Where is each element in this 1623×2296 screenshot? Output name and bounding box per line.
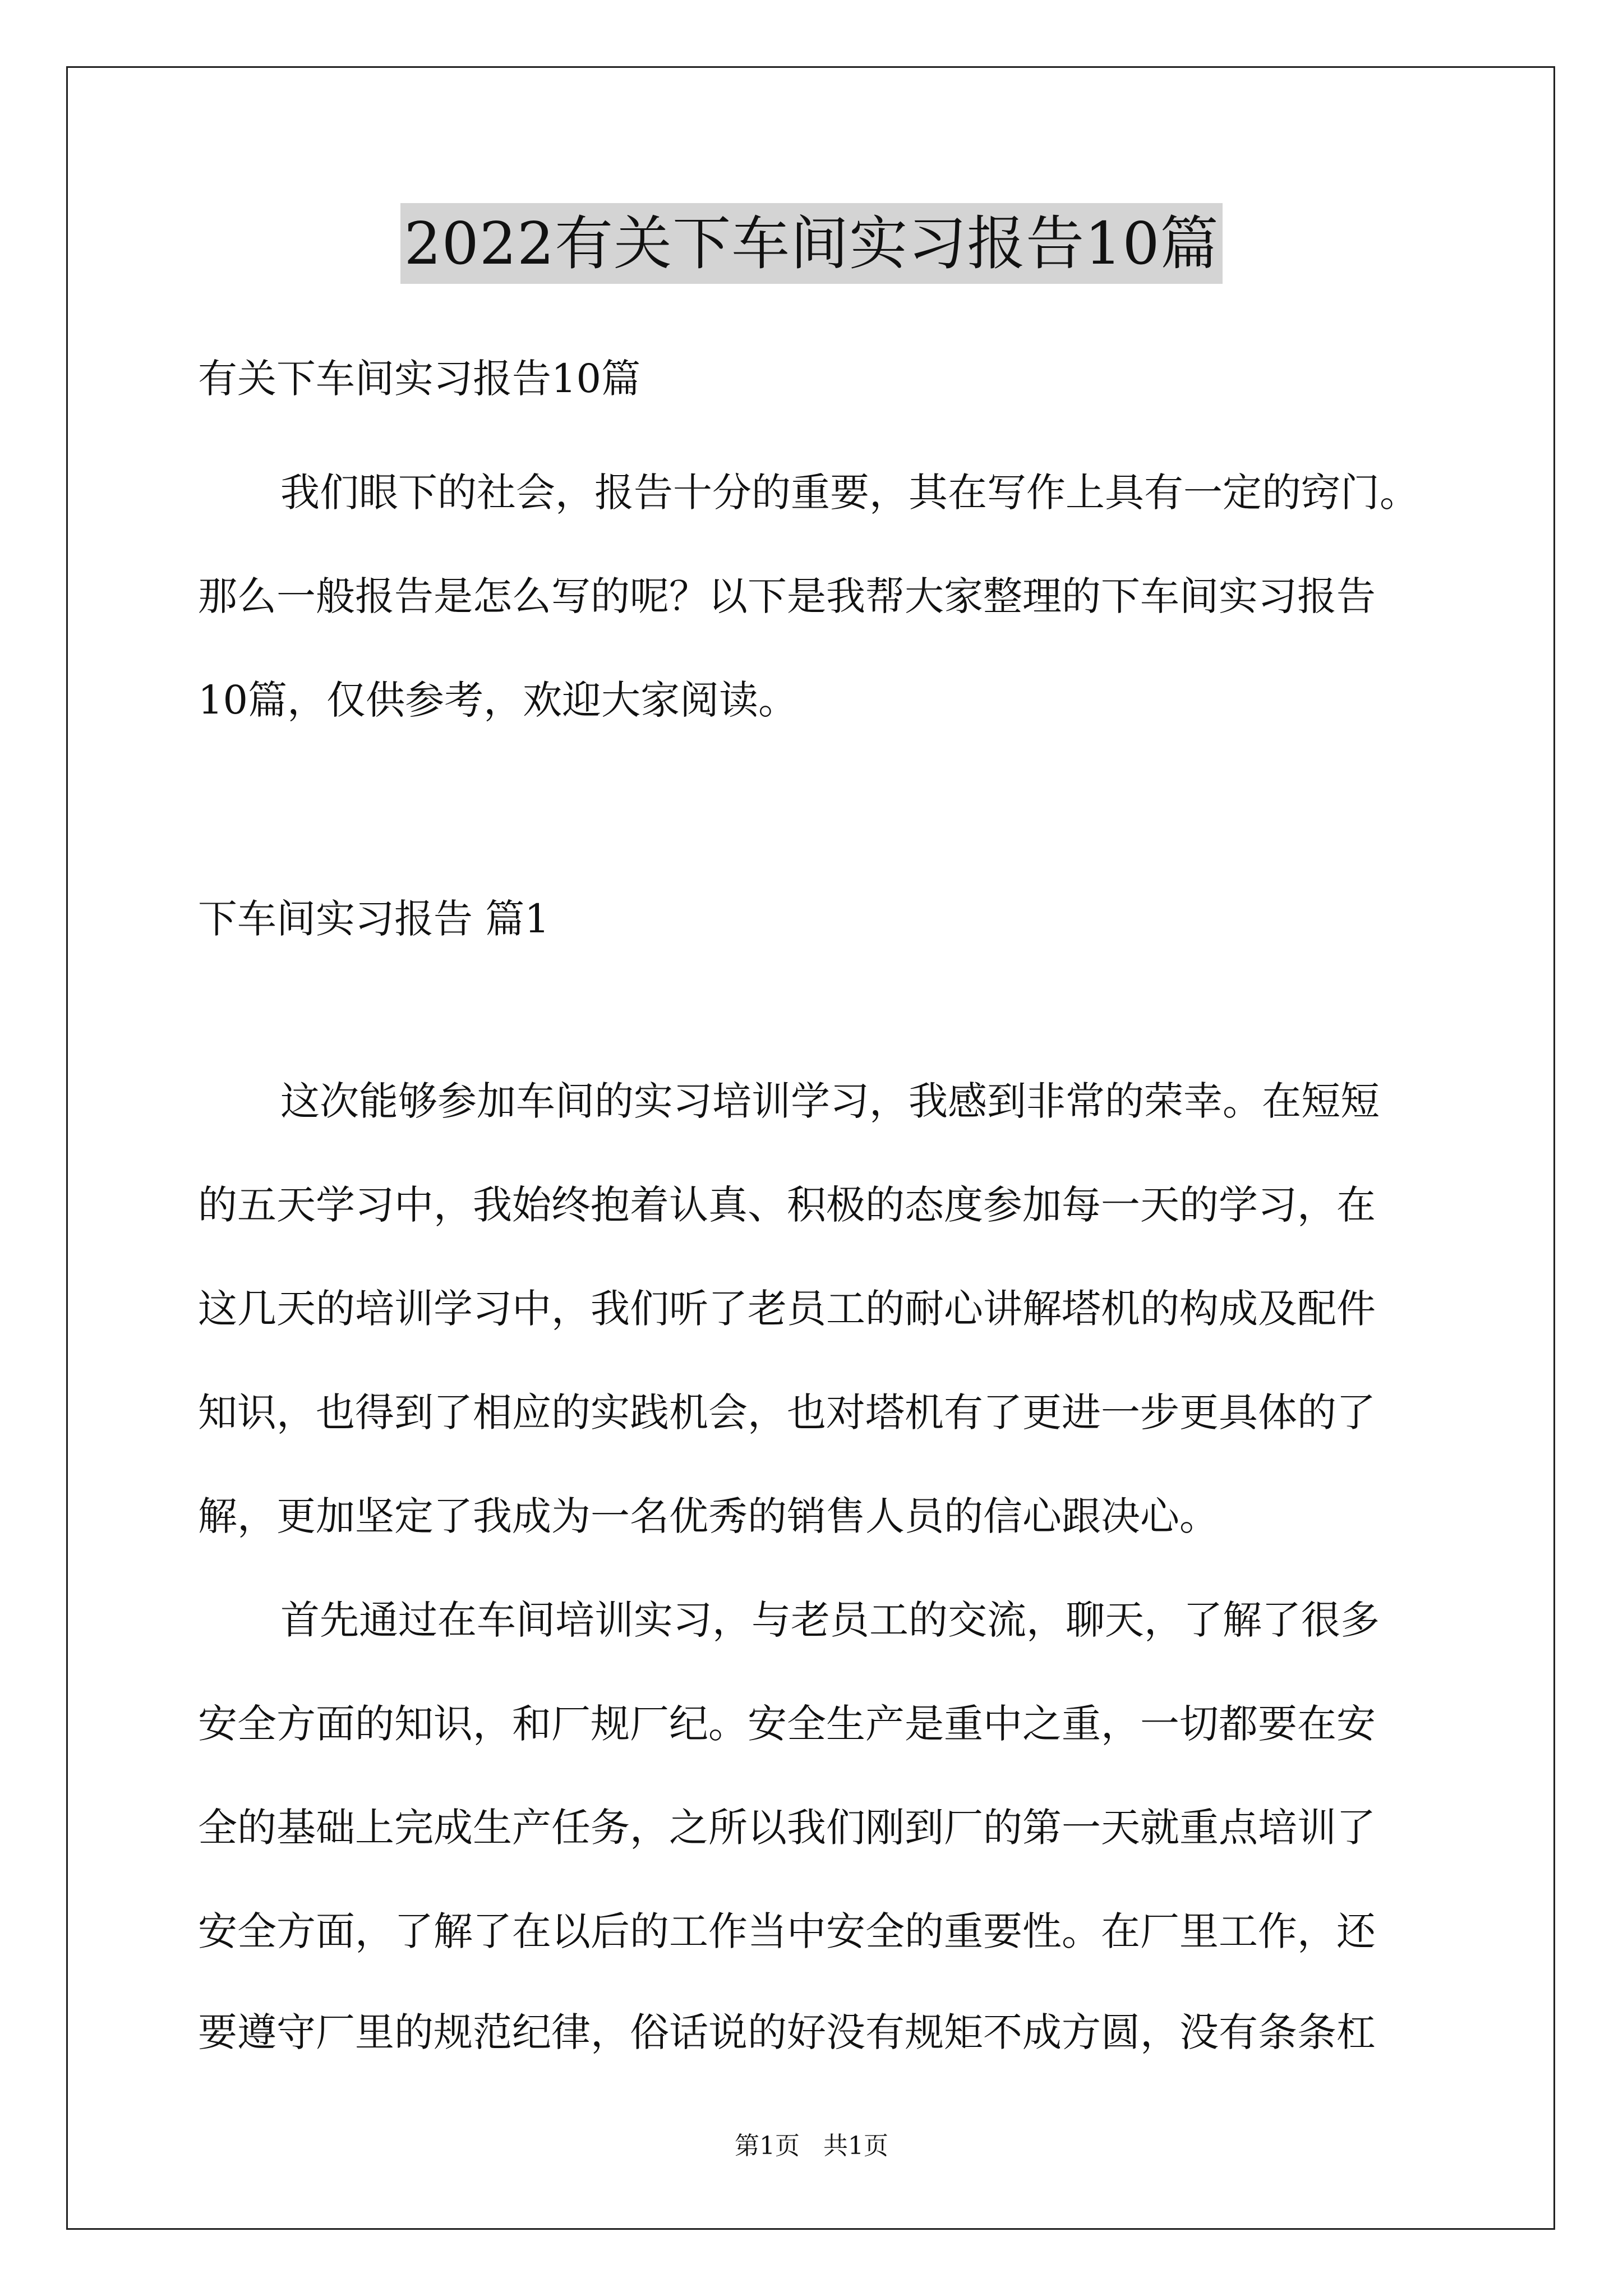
paragraph1-line-3: 这几天的培训学习中，我们听了老员工的耐心讲解塔机的构成及配件 [198,1286,1376,1332]
paragraph1-line-1: 这次能够参加车间的实习培训学习，我感到非常的荣幸。在短短 [280,1078,1380,1124]
intro-line-1: 我们眼下的社会，报告十分的重要，其在写作上具有一定的窍门。 [280,470,1419,516]
intro-line-2: 那么一般报告是怎么写的呢？以下是我帮大家整理的下车间实习报告 [198,573,1376,619]
page-footer [0,2131,1623,2162]
document-subtitle: 有关下车间实习报告10篇 [198,356,641,402]
paragraph2-line-4: 安全方面，了解了在以后的工作当中安全的重要性。在厂里工作，还 [198,1908,1376,1954]
paragraph2-line-2: 安全方面的知识，和厂规厂纪。安全生产是重中之重，一切都要在安 [198,1701,1376,1747]
paragraph1-line-2: 的五天学习中，我始终抱着认真、积极的态度参加每一天的学习，在 [198,1182,1376,1228]
page-number-total: 共1页 [823,2132,888,2160]
intro-line-3: 10篇，仅供参考，欢迎大家阅读。 [198,677,798,723]
paragraph1-line-4: 知识，也得到了相应的实践机会，也对塔机有了更进一步更具体的了 [198,1389,1376,1435]
page-number-current: 第1页 [735,2132,800,2160]
paragraph2-line-1: 首先通过在车间培训实习，与老员工的交流，聊天，了解了很多 [280,1597,1380,1643]
section-heading: 下车间实习报告 篇1 [198,896,550,942]
paragraph1-line-5: 解，更加坚定了我成为一名优秀的销售人员的信心跟决心。 [198,1493,1219,1539]
title-container [0,203,1623,284]
document-title: 2022有关下车间实习报告10篇 [400,203,1222,284]
paragraph2-line-3: 全的基础上完成生产任务，之所以我们刚到厂的第一天就重点培训了 [198,1805,1376,1851]
paragraph2-line-5: 要遵守厂里的规范纪律，俗话说的好没有规矩不成方圆，没有条条杠 [198,2009,1376,2055]
